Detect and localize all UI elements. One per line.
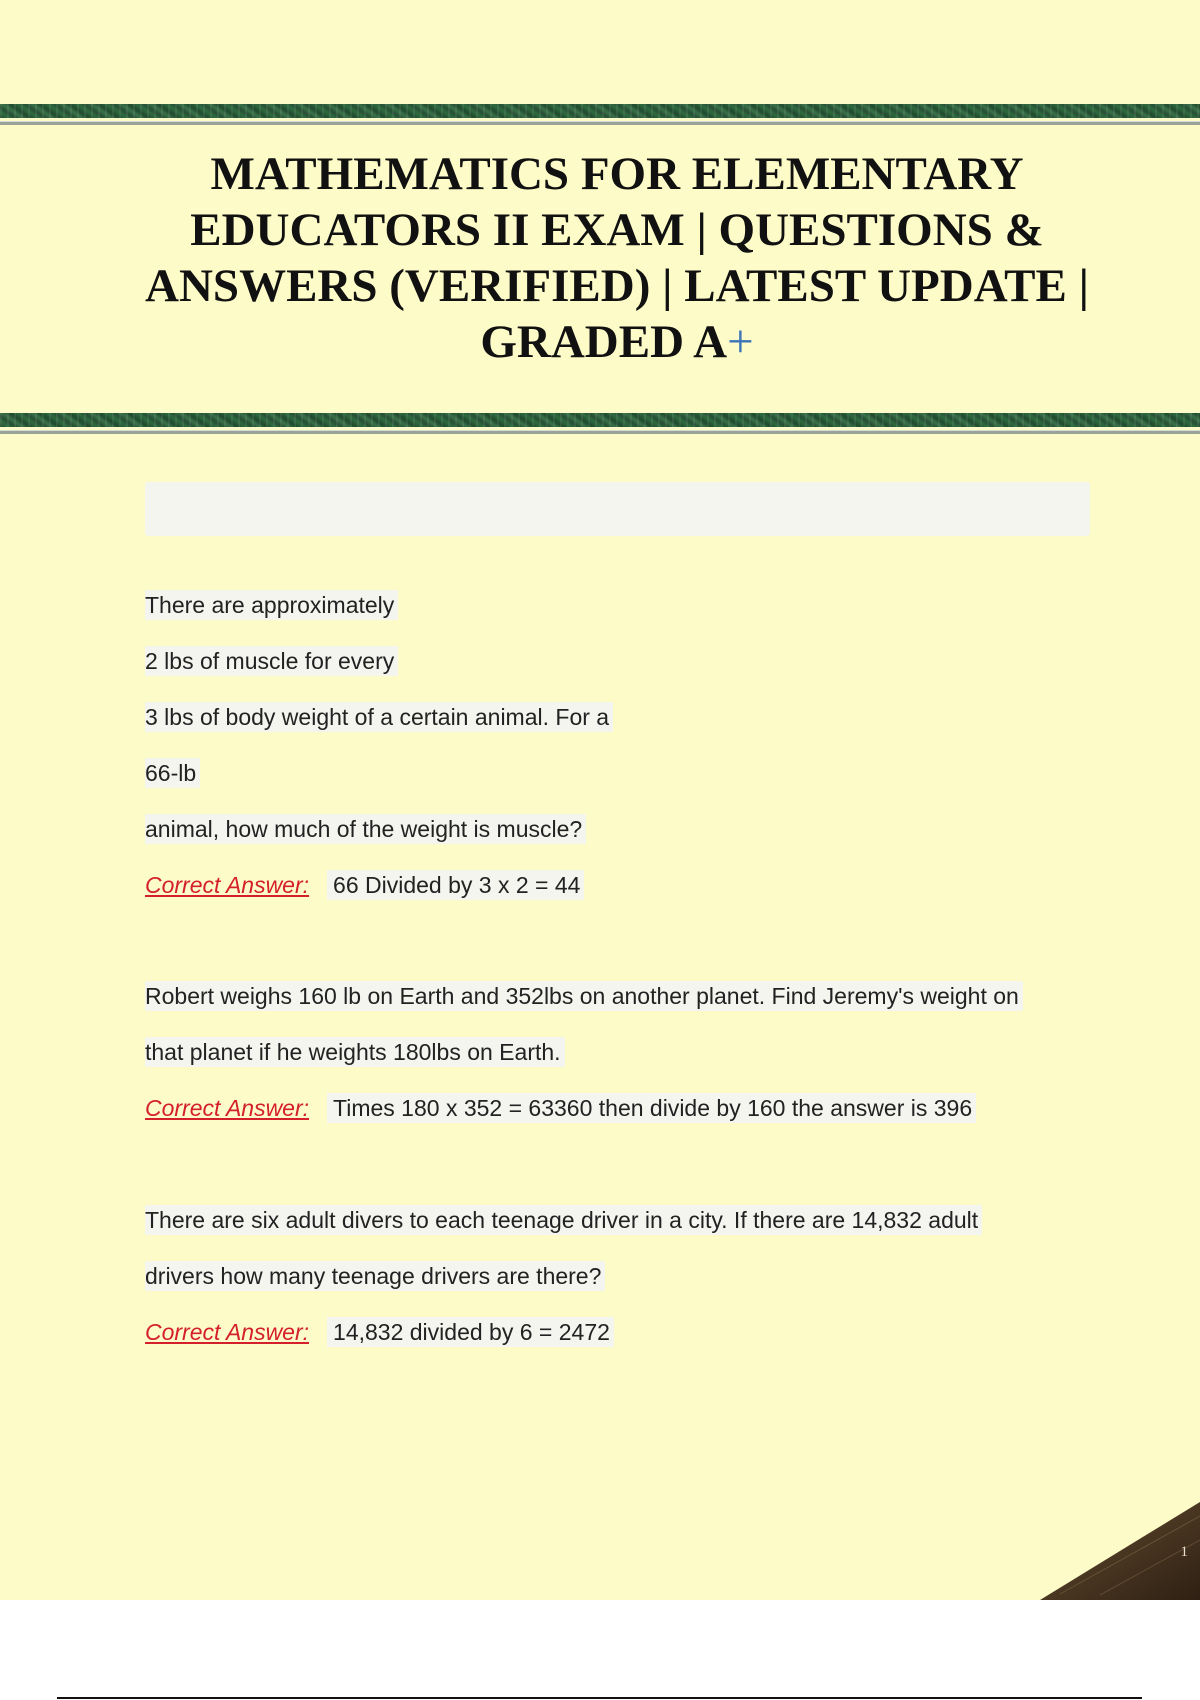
document-title-text: MATHEMATICS FOR ELEMENTARY EDUCATORS II EXAM | QUESTIONS & ANSWERS (VERIFIED) | LATEST UPDATE | GRADED A	[145, 148, 1089, 368]
top-band-rule	[0, 121, 1200, 125]
document-title	[120, 146, 1114, 370]
answer-text: 66 Divided by 3 x 2 = 44	[327, 870, 584, 900]
question-line	[145, 577, 1085, 633]
top-decorative-band	[0, 104, 1200, 118]
answer-line	[145, 1080, 1085, 1136]
answer-line	[145, 1304, 1085, 1360]
question-block-2	[145, 968, 1085, 1136]
correct-answer-label: Correct Answer:	[145, 1319, 310, 1345]
question-text: that planet if he weights 180lbs on Earth.	[145, 1037, 565, 1067]
question-line	[145, 1248, 1085, 1304]
question-line	[145, 689, 1085, 745]
question-line	[145, 1192, 1085, 1248]
empty-highlight-box	[145, 482, 1090, 536]
answer-line	[145, 857, 1085, 913]
answer-text: Times 180 x 352 = 63360 then divide by 160 the answer is 396	[327, 1093, 976, 1123]
correct-answer-label: Correct Answer:	[145, 872, 310, 898]
question-line	[145, 968, 1085, 1024]
question-line	[145, 801, 1085, 857]
title-plus-mark: +	[727, 316, 754, 368]
answer-text: 14,832 divided by 6 = 2472	[327, 1317, 614, 1347]
correct-answer-label: Correct Answer:	[145, 1095, 310, 1121]
question-line	[145, 633, 1085, 689]
question-line	[145, 1024, 1085, 1080]
question-block-1	[145, 577, 1085, 913]
question-text: 66-lb	[145, 758, 200, 788]
footer-rule	[57, 1697, 1142, 1699]
question-text: 2 lbs of muscle for every	[145, 646, 398, 676]
question-line	[145, 745, 1085, 801]
question-text: Robert weighs 160 lb on Earth and 352lbs on another planet. Find Jeremy's weight on	[145, 981, 1023, 1011]
page-number: 1	[1180, 1544, 1188, 1560]
question-block-3	[145, 1192, 1085, 1360]
question-text: 3 lbs of body weight of a certain animal. For a	[145, 702, 613, 732]
question-text: animal, how much of the weight is muscle?	[145, 814, 586, 844]
question-text: There are six adult divers to each teenage driver in a city. If there are 14,832 adult	[145, 1205, 982, 1235]
page-corner-decoration	[1040, 1502, 1200, 1600]
bottom-decorative-band	[0, 413, 1200, 427]
question-text: drivers how many teenage drivers are there?	[145, 1261, 605, 1291]
question-text: There are approximately	[145, 590, 398, 620]
bottom-band-rule	[0, 430, 1200, 434]
